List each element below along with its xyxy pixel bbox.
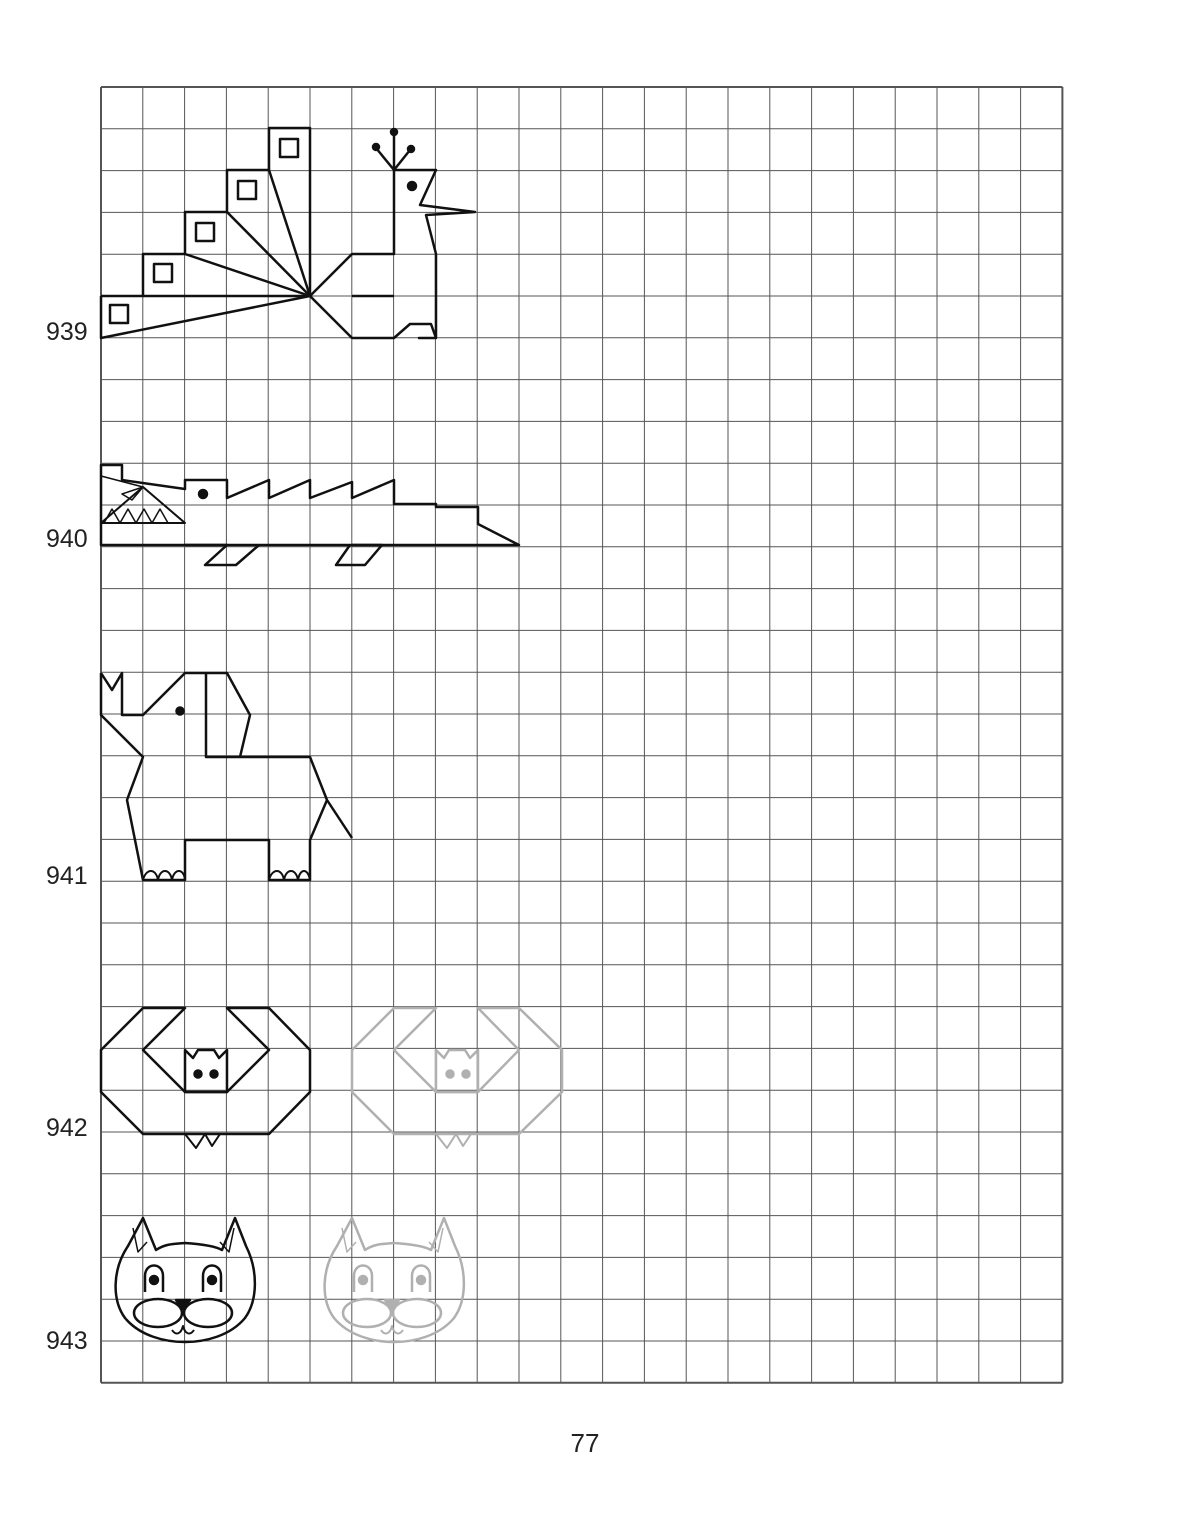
cat-face-drawing <box>116 1218 255 1342</box>
bat-drawing <box>101 1008 310 1148</box>
exercise-number-942: 942 <box>46 1114 88 1142</box>
cat-face-drawing-faded <box>325 1218 464 1342</box>
exercise-number-939: 939 <box>46 318 88 346</box>
peacock-drawing <box>101 128 475 338</box>
exercise-number-940: 940 <box>46 525 88 553</box>
exercise-number-941: 941 <box>46 862 88 890</box>
exercise-number-943: 943 <box>46 1327 88 1355</box>
bat-drawing-faded <box>352 1008 562 1148</box>
page-number: 77 <box>570 1428 600 1458</box>
